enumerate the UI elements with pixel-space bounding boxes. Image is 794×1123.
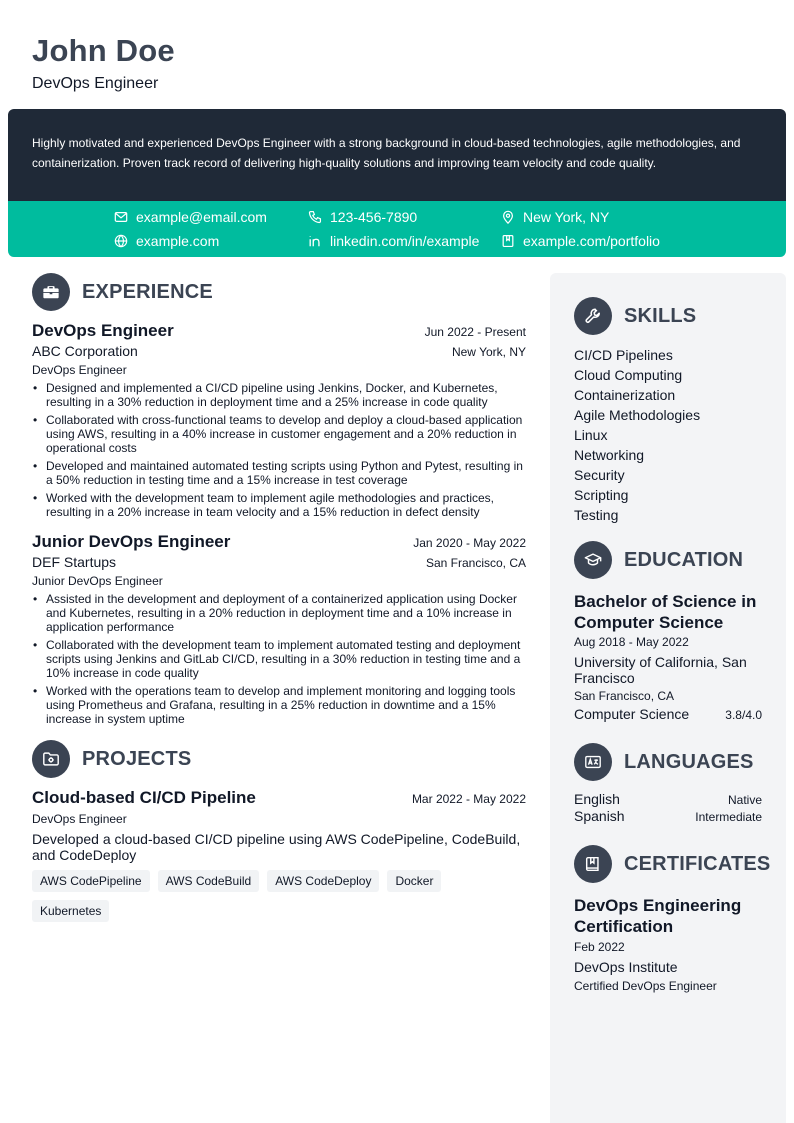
projects-title: PROJECTS: [82, 747, 192, 770]
contact-linkedin-text: linkedin.com/in/example: [330, 233, 480, 249]
sidebar: [550, 273, 786, 1123]
skill-item: Linux: [574, 427, 608, 443]
job-dates: Jan 2020 - May 2022: [413, 536, 526, 550]
project-role: DevOps Engineer: [32, 812, 127, 826]
language-level: Native: [727, 793, 762, 807]
contact-website-text: example.com: [136, 233, 220, 249]
skills-heading: [574, 297, 762, 335]
projects-section: [32, 740, 526, 922]
skill-item: Agile Methodologies: [574, 407, 701, 423]
education-location: San Francisco, CA: [574, 689, 675, 703]
mail-icon: [114, 210, 128, 224]
experience-title: EXPERIENCE: [82, 280, 213, 303]
contact-location-text: New York, NY: [523, 209, 610, 225]
job-location: San Francisco, CA: [425, 556, 526, 570]
candidate-name: John Doe: [32, 33, 175, 68]
project-dates: Mar 2022 - May 2022: [411, 792, 526, 806]
contact-bar: [8, 201, 786, 257]
certificates-heading: [574, 845, 771, 883]
job-bullet: • Developed and maintained automated testing scripts using Python and Pytest, resulting in a 50% reduction in testing time and a 15% increase in test coverage: [32, 459, 526, 487]
project-tags: [32, 870, 526, 922]
job-bullet: • Designed and implemented a CI/CD pipeline using Jenkins, Docker, and Kubernetes, resulting in a 30% reduction in deployment time and a 25% increase in code quality: [32, 381, 526, 409]
job-company: ABC Corporation: [32, 343, 138, 359]
contact-linkedin[interactable]: [308, 231, 479, 251]
certificates-title: CERTIFICATES: [624, 852, 771, 875]
languages-title: LANGUAGES: [624, 750, 754, 773]
job-company: DEF Startups: [32, 554, 117, 570]
certificate-icon: [574, 845, 612, 883]
experience-heading: [32, 273, 526, 311]
education-dates: Aug 2018 - May 2022: [574, 635, 689, 649]
certificate-issuer: DevOps Institute: [574, 959, 678, 975]
languages-list: [574, 791, 762, 825]
job-bullet: • Worked with the operations team to develop and implement monitoring and logging tools using Prometheus and Grafana, resulting in a 25% reduction in downtime and a 15% increase in system uptime: [32, 684, 526, 726]
project-name: Cloud-based CI/CD Pipeline: [32, 788, 256, 807]
summary-section: [8, 109, 786, 201]
contact-portfolio-text: example.com/portfolio: [523, 233, 660, 249]
education-section: [574, 541, 762, 723]
phone-icon: [308, 210, 322, 224]
skill-item: Scripting: [574, 487, 629, 503]
languages-section: [574, 743, 762, 825]
briefcase-icon: [32, 273, 70, 311]
education-field-row: [574, 706, 762, 723]
skill-item: Containerization: [574, 387, 676, 403]
education-field: Computer Science: [574, 706, 690, 722]
map-pin-icon: [501, 210, 515, 224]
language-item: [574, 791, 762, 808]
education-school: University of California, San Francisco: [574, 654, 747, 686]
job-bullet: • Assisted in the development and deployment of a containerized application using Docker and Kubernetes, resulting in a 20% reduction in deployment time and a 10% increase in application performance: [32, 592, 526, 634]
job-bullets: [32, 381, 526, 519]
language-name: Spanish: [574, 808, 625, 824]
languages-heading: [574, 743, 762, 781]
project-tag: AWS CodePipeline: [32, 870, 150, 892]
certificates-section: [574, 845, 771, 994]
translate-icon: [574, 743, 612, 781]
contact-website[interactable]: [114, 231, 219, 251]
education-title: EDUCATION: [624, 548, 744, 571]
skills-section: [574, 297, 762, 525]
job-role: DevOps Engineer: [32, 321, 174, 340]
job-role: Junior DevOps Engineer: [32, 532, 231, 551]
skill-item: Security: [574, 467, 625, 483]
bookmark-book-icon: [501, 234, 515, 248]
experience-entry: [32, 320, 526, 519]
job-bullet: • Collaborated with the development team to implement automated testing and deployment scripts using Jenkins and GitLab CI/CD, resulting in a 30% reduction in testing time and a 10% increase in code quality: [32, 638, 526, 680]
certificate-date: Feb 2022: [574, 940, 625, 954]
experience-section: [32, 273, 526, 726]
job-dates: Jun 2022 - Present: [424, 325, 526, 339]
contact-email-text: example@email.com: [136, 209, 267, 225]
contact-portfolio[interactable]: [501, 231, 660, 251]
job-subrole: Junior DevOps Engineer: [32, 574, 163, 588]
contact-email[interactable]: [114, 207, 267, 227]
job-bullet: • Worked with the development team to implement agile methodologies and practices, resulting in a 20% increase in team velocity and a 15% reduction in defect density: [32, 491, 526, 519]
language-name: English: [574, 791, 620, 807]
project-tag: Docker: [387, 870, 441, 892]
job-subrole: DevOps Engineer: [32, 363, 127, 377]
certificate-name: DevOps Engineering Certification: [574, 896, 742, 936]
job-location: New York, NY: [451, 345, 526, 359]
education-degree: Bachelor of Science in Computer Science: [574, 592, 757, 632]
contact-phone-text: 123-456-7890: [330, 209, 418, 225]
skill-item: Testing: [574, 507, 619, 523]
contact-location: [501, 207, 609, 227]
linkedin-icon: [308, 234, 322, 248]
skills-title: SKILLS: [624, 304, 697, 327]
project-tag: AWS CodeBuild: [158, 870, 260, 892]
language-level: Intermediate: [695, 810, 762, 824]
folder-icon: [32, 740, 70, 778]
project-tag: AWS CodeDeploy: [267, 870, 379, 892]
skill-item: Networking: [574, 447, 645, 463]
skill-item: Cloud Computing: [574, 367, 683, 383]
education-heading: [574, 541, 762, 579]
certificate-detail: Certified DevOps Engineer: [574, 979, 717, 993]
main-column: [32, 273, 526, 922]
candidate-title: DevOps Engineer: [32, 75, 159, 92]
project-tag: Kubernetes: [32, 900, 109, 922]
graduation-cap-icon: [574, 541, 612, 579]
job-bullets: [32, 592, 526, 726]
language-item: [574, 808, 762, 825]
summary-text: Highly motivated and experienced DevOps Engineer with a strong background in cloud-based technologies, agile methodologies, and containerization. Proven track record of delivering high-quality solutions and improving team velocity and code quality.: [32, 136, 741, 170]
wrench-icon: [574, 297, 612, 335]
experience-entry: [32, 531, 526, 726]
project-description: Developed a cloud-based CI/CD pipeline using AWS CodePipeline, CodeBuild, and CodeDeploy: [32, 831, 521, 863]
skills-list: [574, 345, 762, 525]
job-bullet: • Collaborated with cross-functional teams to develop and deploy a cloud-based application using AWS, resulting in a 40% increase in customer engagement and a 20% reduction in operational costs: [32, 413, 526, 455]
contact-phone[interactable]: [308, 207, 417, 227]
globe-icon: [114, 234, 128, 248]
project-entry: [32, 787, 526, 922]
resume-header: [32, 33, 175, 94]
skill-item: CI/CD Pipelines: [574, 347, 673, 363]
projects-heading: [32, 740, 526, 778]
education-gpa: 3.8/4.0: [725, 708, 762, 722]
